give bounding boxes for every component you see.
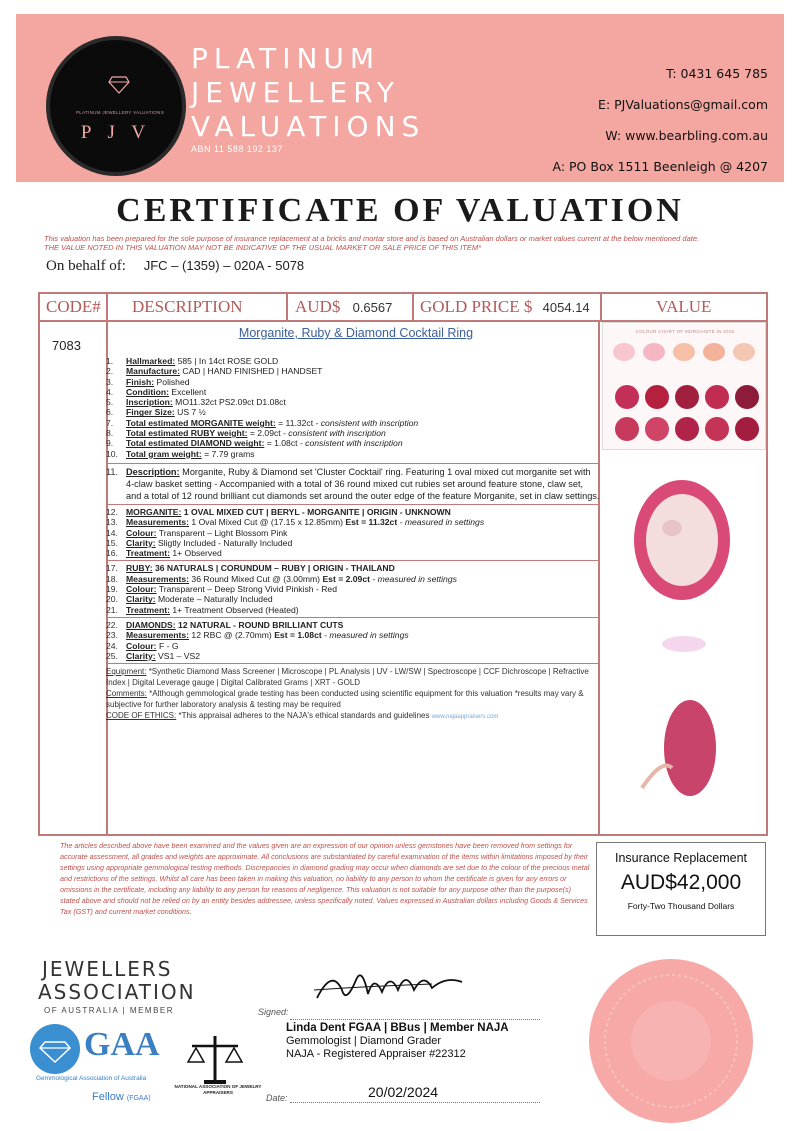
morganite-colour-chart [602, 322, 766, 450]
row-label: Clarity: [126, 594, 156, 605]
header-value: VALUE [656, 297, 712, 316]
gaa-diamond-icon [30, 1024, 80, 1074]
ruby-swatch [615, 417, 639, 441]
comments-label: Comments: [106, 689, 147, 699]
ring-side-view [664, 700, 716, 796]
gaa-logo-text: GAA [84, 1026, 160, 1063]
morganite-section [106, 504, 600, 558]
detail-row [106, 517, 600, 527]
row-number: 4. [106, 386, 114, 397]
signer-registration: NAJA - Registered Appraiser #22312 [286, 1048, 466, 1060]
gold-price-label: GOLD PRICE $ [420, 297, 533, 316]
embossed-seal [586, 956, 756, 1126]
contact-block [553, 58, 769, 182]
ethics-paragraph [106, 710, 600, 723]
detail-row [106, 428, 600, 438]
detail-row [106, 377, 600, 387]
row-label: Condition: [126, 386, 169, 397]
detail-row [106, 387, 600, 397]
row-number: 10. [106, 448, 118, 459]
row-note: - measured in settings [321, 630, 409, 641]
colour-chart-title: COLOUR CHART OF MORGANITE IN 2015 [635, 329, 735, 334]
gold-price-value: 4054.14 [542, 300, 590, 315]
row-number: 2. [106, 366, 114, 377]
row-number: 14. [106, 527, 118, 538]
row-label: Colour: [126, 640, 157, 651]
disclaimer-line-2: THE VALUE NOTED IN THIS VALUATION MAY NOT BE INDICATIVE OF THE USUAL MARKET OR SALE PRICE OF THIS ITEM* [44, 243, 482, 252]
disclaimer [44, 234, 774, 252]
detail-row [106, 584, 600, 594]
signer-role: Gemmologist | Diamond Grader [286, 1035, 442, 1047]
row-text: 585 | In 14ct ROSE GOLD [175, 356, 279, 366]
address: A: PO Box 1511 Beenleigh @ 4207 [552, 159, 768, 174]
date-value: 20/02/2024 [368, 1084, 439, 1100]
row-number: 7. [106, 417, 114, 428]
row-text: CAD | HAND FINISHED | HANDSET [179, 366, 323, 377]
row-text: Sligtly Included - Naturally Included [155, 537, 293, 548]
detail-row [106, 563, 600, 573]
behalf-label: On behalf of: [46, 258, 126, 274]
detail-row [106, 507, 600, 517]
terms-fineprint: The articles described above have been examined and the values given are an expression of our opinion unless gemstones have been removed from settings for accurate assessment, all grades and weights are approximate. All conclusions are substantiated by careful examination of the items within limitations imposed by their settings using appropriate gemmological testing methods. Discrepancies in diamond grading may occur when diamonds are set due to the colour of the precious metal and restrictions of the settings. Whilst all care has been taken in making this valuation, no liability to any person to whom the certificate is given for any errors or omissions in the certificate, including any liability to any person for reasons of negligence. This valuation is not suitable for any purpose other than the purpose(s) stated above and should not be relied on by an entity besides addressee, unless specifically noted. Values expressed in Australian dollars including Goods & Services Tax (GST) and current market conditions. [60, 841, 590, 916]
row-number: 6. [106, 407, 114, 418]
diamond-icon [108, 76, 130, 94]
row-number: 15. [106, 537, 118, 548]
row-text: VS1 – VS2 [155, 650, 201, 661]
morganite-swatch [673, 343, 695, 361]
ruby-swatch [615, 385, 639, 409]
ruby-swatch [735, 417, 759, 441]
morganite-stone [646, 494, 718, 586]
jaa-line-3: OF AUSTRALIA | MEMBER [44, 1006, 175, 1015]
signature [312, 960, 482, 1012]
detail-row [106, 407, 600, 417]
row-number: 13. [106, 517, 118, 528]
website: W: www.bearbling.com.au [605, 128, 768, 143]
date-label: Date: [266, 1093, 288, 1103]
phone: T: 0431 645 785 [666, 66, 768, 81]
row-label: Colour: [126, 527, 157, 538]
row-label: Total estimated RUBY weight: [126, 428, 248, 439]
detail-row [106, 366, 600, 376]
detail-row [106, 356, 600, 366]
morganite-swatch [613, 343, 635, 361]
brand-line-3: VALUATIONS [191, 110, 426, 143]
row-number: 1. [106, 356, 114, 366]
detail-row [106, 418, 600, 428]
aud-value: 0.6567 [352, 300, 393, 315]
ruby-swatch [705, 417, 729, 441]
detail-row [106, 449, 600, 459]
divider [286, 294, 288, 320]
row-note: - measured in settings [397, 517, 485, 528]
naja-text: NATIONAL ASSOCIATION OF JEWELRY APPRAISERS [174, 1084, 262, 1095]
row-label: Clarity: [126, 537, 156, 548]
disclaimer-line-1: This valuation has been prepared for the sole purpose of insurance replacement at a bricks and mortar store and is based on Australian dollars or market values current at the below mentioned date. [44, 234, 700, 243]
ruby-swatch [645, 385, 669, 409]
signed-label: Signed: [258, 1007, 289, 1017]
row-label: Finger Size: [126, 407, 175, 418]
row-note: - consistent with inscription [297, 438, 403, 449]
equipment-paragraph [106, 666, 600, 688]
row-text: Transparent – Light Blossom Pink [156, 527, 288, 538]
row-number: 16. [106, 548, 118, 559]
insurance-amount: AUD$42,000 [620, 871, 742, 894]
detail-row [106, 574, 600, 584]
row-note: - consistent with inscription [280, 428, 386, 439]
ruby-swatch [735, 385, 759, 409]
row-label: Total gram weight: [126, 448, 202, 459]
equipment-label: Equipment: [106, 667, 147, 677]
row-label: Inscription: [126, 397, 173, 408]
diamond-icon [30, 1024, 80, 1074]
row-estimate: Est = 2.09ct [322, 573, 370, 584]
signer-name: Linda Dent FGAA | BBus | Member NAJA [286, 1022, 509, 1034]
row-text: Excellent [168, 386, 207, 397]
brand-line-1: PLATINUM [191, 42, 381, 75]
row-estimate: Est = 1.08ct [274, 630, 322, 641]
gaa-subtitle: Gemmological Association of Australia [36, 1075, 147, 1082]
description-text: Morganite, Ruby & Diamond set 'Cluster Cocktail' ring. Featuring 1 oval mixed cut morganite set with 4-claw basket setting - Accompanied with a total of 36 round mixed cut rubies set around feature stone, claw set, and a total of 12 round brilliant cut diamonds set around the outer edge of the feature Morganite, set in claw settings. [126, 466, 600, 501]
row-text: 12 NATURAL - ROUND BRILLIANT CUTS [175, 619, 344, 630]
equipment-text: *Synthetic Diamond Mass Screener | Microscope | PL Analysis | UV - LW/SW | Spectroscope | CCF Dichroscope | Refractive Index | Digital Leverage gauge | Digital Calibrated Grams | XRT - GOLD [106, 667, 589, 688]
row-text: 36 Round Mixed Cut @ (3.00mm) [189, 573, 323, 584]
ruby-swatch [645, 417, 669, 441]
row-number: 5. [106, 397, 114, 408]
detail-row [106, 620, 600, 630]
row-label: RUBY: [126, 563, 153, 574]
abn-number: ABN 11 588 192 137 [191, 144, 283, 154]
header-code: CODE# [46, 297, 101, 316]
row-label: Hallmarked: [126, 356, 176, 366]
description-label: Description: [126, 466, 180, 477]
row-text: 36 NATURALS | CORUNDUM – RUBY | ORIGIN - THAILAND [152, 563, 395, 574]
row-text: MO11.32ct PS2.09ct D1.08ct [172, 397, 286, 408]
ruby-swatch [705, 385, 729, 409]
detail-row [106, 605, 600, 615]
row-text: Moderate – Naturally Included [155, 594, 273, 605]
row-number: 18. [106, 573, 118, 584]
signer-block [286, 1022, 509, 1061]
row-text: 1 Oval Mixed Cut @ (17.15 x 12.85mm) [189, 517, 346, 528]
row-label: MORGANITE: [126, 506, 182, 517]
row-number: 8. [106, 428, 114, 439]
row-label: Clarity: [126, 650, 156, 661]
document-title: CERTIFICATE OF VALUATION [116, 192, 684, 229]
row-text: = 2.09ct [247, 428, 281, 439]
ruby-swatch [675, 417, 699, 441]
on-behalf-of [46, 258, 304, 275]
detail-row [106, 651, 600, 661]
date-line [290, 1102, 540, 1103]
email: E: PJValuations@gmail.com [598, 97, 768, 112]
valuation-table [38, 292, 768, 836]
behalf-reference: JFC – (1359) – 020A - 5078 [143, 258, 305, 273]
insurance-label: Insurance Replacement [614, 851, 748, 865]
row-number: 19. [106, 584, 118, 595]
logo-small-text: PLATINUM JEWELLERY VALUATIONS [75, 110, 165, 115]
detail-row [106, 548, 600, 558]
row-label: Measurements: [126, 630, 190, 641]
description-section [106, 463, 600, 502]
row-number: 9. [106, 438, 114, 449]
equipment-section [106, 663, 600, 723]
ruby-swatch [675, 385, 699, 409]
divider [600, 294, 602, 320]
item-title: Morganite, Ruby & Diamond Cocktail Ring [238, 326, 474, 340]
ring-reflection [662, 636, 706, 652]
brand-name [191, 42, 425, 144]
row-text: 1 OVAL MIXED CUT | BERYL - MORGANITE | ORIGIN - UNKNOWN [181, 506, 451, 517]
morganite-swatch [703, 343, 725, 361]
logo-initials: P J V [80, 122, 152, 143]
row-text: Polished [154, 376, 190, 387]
ring-photo [602, 458, 766, 828]
row-label: Total estimated DIAMOND weight: [126, 438, 265, 449]
row-text: 1+ Observed [169, 548, 222, 559]
insurance-amount-words: Forty-Two Thousand Dollars [627, 901, 735, 911]
row-text: Transparent – Deep Strong Vivid Pinkish - Red [156, 584, 337, 595]
divider [412, 294, 414, 320]
ruby-section [106, 560, 600, 614]
header-gold-price [420, 294, 590, 320]
row-number: 12. [106, 506, 118, 517]
row-label: Measurements: [126, 573, 190, 584]
header-aud [295, 294, 392, 320]
row-label: DIAMONDS: [126, 619, 176, 630]
header-banner [16, 14, 784, 182]
row-number: 17. [106, 563, 118, 574]
row-note: - measured in settings [369, 573, 457, 584]
row-number: 24. [106, 640, 118, 651]
diamonds-section [106, 617, 600, 661]
insurance-box [596, 842, 766, 936]
brand-line-2: JEWELLERY [191, 76, 400, 109]
row-label: Finish: [126, 376, 155, 387]
fellow-label [92, 1091, 151, 1103]
row-label: Treatment: [126, 604, 170, 615]
detail-row [106, 438, 600, 448]
detail-row [106, 538, 600, 548]
row-note: - consistent with inscription [313, 417, 419, 428]
row-number: 20. [106, 594, 118, 605]
header-description: DESCRIPTION [132, 297, 243, 316]
row-text: = 1.08ct [264, 438, 298, 449]
table-header [40, 294, 766, 322]
row-number: 23. [106, 630, 118, 641]
pjv-logo [46, 36, 186, 176]
morganite-swatch [733, 343, 755, 361]
row-number: 22. [106, 619, 118, 630]
description-paragraph [106, 466, 600, 502]
item-details [106, 348, 600, 723]
row-text: US 7 ½ [174, 407, 206, 418]
ethics-text: *This appraisal adheres to the NAJA's ethical standards and guidelines [176, 711, 430, 721]
row-text: 12 RBC @ (2.70mm) [189, 630, 275, 641]
signature-line [290, 1019, 540, 1020]
row-number: 25. [106, 650, 118, 661]
row-label: Colour: [126, 584, 157, 595]
fellow-subtext: (FGAA) [126, 1095, 151, 1102]
item-code: 7083 [52, 338, 81, 353]
jaa-line-1: JEWELLERS [42, 957, 173, 981]
detail-row [106, 641, 600, 651]
ethics-label: CODE OF ETHICS: [106, 711, 177, 721]
comments-text: *Although gemmological grade testing has been conducted using scientific equipment for this valuation *results may vary & subjective for further laboratory analysis & testing may be required [106, 689, 584, 710]
comments-paragraph [106, 688, 600, 710]
row-estimate: Est = 11.32ct [345, 517, 398, 528]
jaa-line-2: ASSOCIATION [38, 980, 196, 1004]
row-label: Treatment: [126, 548, 170, 559]
aud-label: AUD$ [295, 297, 341, 316]
row-text: 1+ Treatment Observed (Heated) [169, 604, 299, 615]
row-text: = 11.32ct [275, 417, 314, 428]
detail-row [106, 528, 600, 538]
row-number: 3. [106, 376, 114, 387]
row-label: Total estimated MORGANITE weight: [126, 417, 276, 428]
row-label: Measurements: [126, 517, 190, 528]
detail-row [106, 594, 600, 604]
detail-row [106, 397, 600, 407]
fellow-text: Fellow [92, 1091, 124, 1103]
morganite-swatch [643, 343, 665, 361]
row-label: Manufacture: [126, 366, 180, 377]
row-text: = 7.79 grams [201, 448, 255, 459]
ethics-link[interactable]: www.najaappraisers.com [431, 714, 499, 721]
row-text: F - G [156, 640, 179, 651]
stone-reflection [662, 520, 682, 536]
row-number: 11. [106, 466, 119, 477]
row-number: 21. [106, 604, 118, 615]
divider [106, 294, 108, 320]
seal-inner [631, 1001, 711, 1081]
detail-row [106, 630, 600, 640]
